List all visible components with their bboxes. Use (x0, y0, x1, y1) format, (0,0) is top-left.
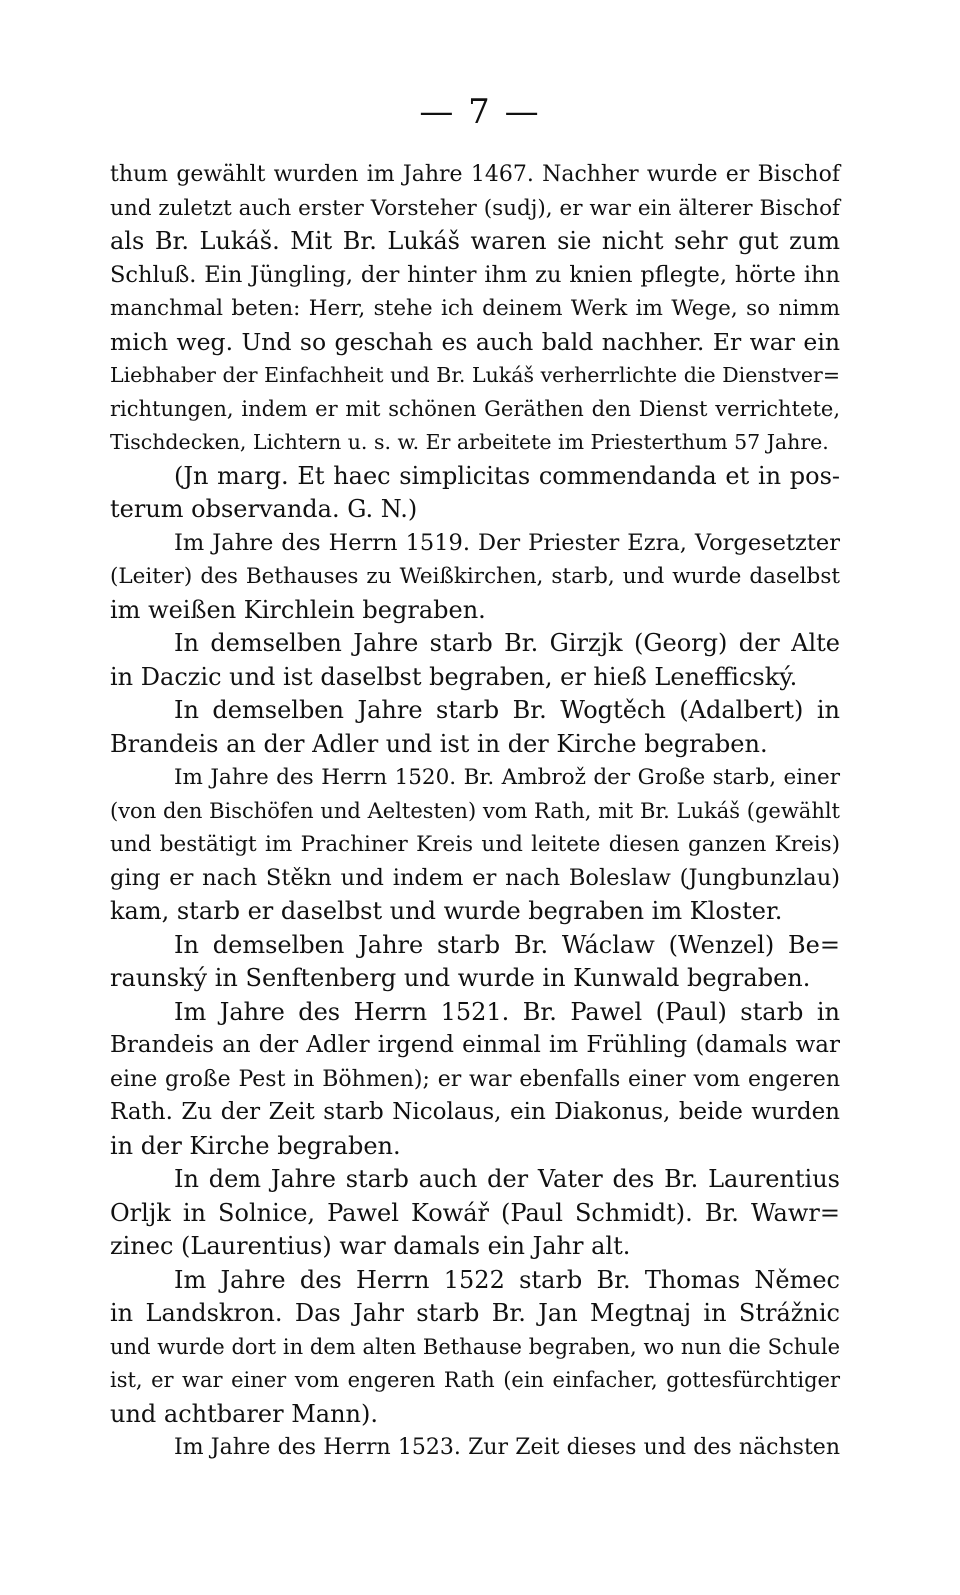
text-line: Rath. Zu der Zeit starb Nicolaus, ein Diakonus, beide wurden (110, 1099, 840, 1125)
text-line: In demselben Jahre starb Br. Wáclaw (Wenzel) Be= (174, 930, 840, 959)
text-line: in Landskron. Das Jahr starb Br. Jan Megtnaj in Strážnic (110, 1299, 840, 1327)
text-line: mich weg. Und so geschah es auch bald nachher. Er war ein (110, 327, 840, 356)
text-line: und zuletzt auch erster Vorsteher (sudj), er war ein älterer Bischof (110, 195, 840, 221)
text-line: Im Jahre des Herrn 1519. Der Priester Ezra, Vorgesetzter (174, 529, 840, 556)
text-line: im weißen Kirchlein begraben. (110, 595, 486, 624)
text-line: Im Jahre des Herrn 1521. Br. Pawel (Paul) starb in (174, 997, 840, 1026)
text-line: ging er nach Stěkn und indem er nach Boleslaw (Jungbunzlau) (110, 864, 840, 891)
text-line: kam, starb er daselbst und wurde begraben im Kloster. (110, 897, 783, 925)
text-line: thum gewählt wurden im Jahre 1467. Nachher wurde er Bischof (110, 162, 840, 187)
text-line: manchmal beten: Herr, stehe ich deinem Werk im Wege, so nimm (110, 296, 840, 321)
text-line: richtungen, indem er mit schönen Geräthen den Dienst verrichtete, (110, 396, 840, 421)
text-line: in Daczic und ist daselbst begraben, er hieß Lenefficský. (110, 662, 798, 691)
text-line: (von den Bischöfen und Aeltesten) vom Rath, mit Br. Lukáš (gewählt (110, 798, 840, 823)
text-line: Orljk in Solnice, Pawel Kowář (Paul Schmidt). Br. Wawr= (110, 1198, 840, 1227)
text-line: und bestätigt im Prachiner Kreis und leitete diesen ganzen Kreis) (110, 832, 840, 857)
text-line: (Jn marg. Et haec simplicitas commendanda et in pos- (174, 461, 840, 490)
text-line: als Br. Lukáš. Mit Br. Lukáš waren sie nicht sehr gut zum (110, 227, 840, 255)
text-line: zinec (Laurentius) war damals ein Jahr alt. (110, 1232, 631, 1260)
text-line: In demselben Jahre starb Br. Wogtěch (Adalbert) in (174, 696, 840, 724)
text-line: raunský in Senftenberg und wurde in Kunwald begraben. (110, 964, 811, 992)
text-line: Schluß. Ein Jüngling, der hinter ihm zu knien pflegte, hörte ihn (110, 261, 840, 288)
text-line: Im Jahre des Herrn 1520. Br. Ambrož der Große starb, einer (174, 765, 840, 790)
text-line: In dem Jahre starb auch der Vater des Br. Laurentius (174, 1165, 840, 1193)
text-line: Brandeis an der Adler irgend einmal im Frühling (damals war (110, 1032, 840, 1058)
text-line: ist, er war einer vom engeren Rath (ein einfacher, gottesfürchtiger (110, 1368, 840, 1392)
text-line: Liebhaber der Einfachheit und Br. Lukáš verherrlichte die Dienstver= (110, 363, 840, 387)
text-line: In demselben Jahre starb Br. Girzjk (Georg) der Alte (174, 629, 840, 657)
body-text (110, 158, 840, 1465)
page-number: — 7 — (419, 92, 541, 132)
text-line: (Leiter) des Bethauses zu Weißkirchen, starb, und wurde daselbst (110, 564, 840, 589)
text-line: terum observanda. G. N.) (110, 495, 418, 523)
text-line: und achtbarer Mann). (110, 1399, 378, 1428)
text-line: Tischdecken, Lichtern u. s. w. Er arbeitete im Priesterthum 57 Jahre. (110, 430, 829, 454)
text-line: Im Jahre des Herrn 1522 starb Br. Thomas Němec (174, 1265, 840, 1294)
text-line: eine große Pest in Böhmen); er war ebenfalls einer vom engeren (110, 1066, 840, 1092)
text-line: und wurde dort in dem alten Bethause begraben, wo nun die Schule (110, 1334, 840, 1359)
text-line: Brandeis an der Adler und ist in der Kirche begraben. (110, 729, 768, 758)
text-line: in der Kirche begraben. (110, 1131, 401, 1160)
text-line: Im Jahre des Herrn 1523. Zur Zeit dieses und des nächsten (174, 1435, 840, 1460)
